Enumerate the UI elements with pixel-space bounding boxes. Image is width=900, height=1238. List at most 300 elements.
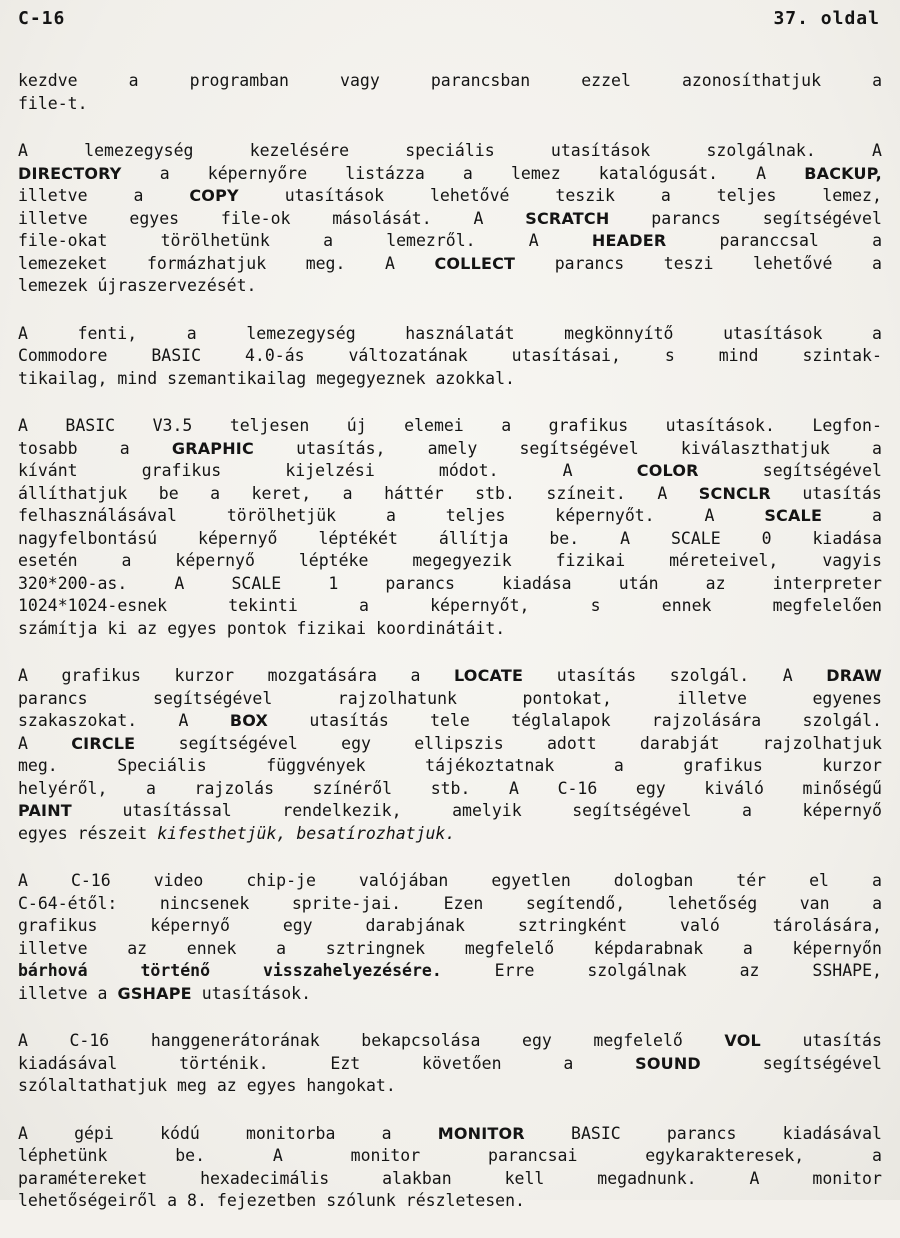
word: BASIC <box>65 416 116 435</box>
word: teljesen <box>229 416 310 435</box>
word: függvények <box>266 756 366 775</box>
word: V3.5 <box>152 416 193 435</box>
word: a <box>871 506 882 525</box>
word: léphetünk <box>18 1146 108 1165</box>
text-line <box>18 688 882 711</box>
body-text <box>18 70 882 1238</box>
text-line <box>18 893 882 916</box>
word: monitor <box>350 1146 421 1165</box>
word: rajzolhatunk <box>337 688 457 708</box>
word: képernyő <box>175 551 255 570</box>
word: tárolására, <box>772 916 882 935</box>
word: bárhová <box>18 961 88 980</box>
word: történik. <box>179 1053 269 1073</box>
word: lemezek <box>18 276 88 295</box>
word: kiadása <box>812 528 882 548</box>
word: 1024*1024-esnek <box>18 596 168 615</box>
word: a <box>462 163 473 183</box>
word: be <box>158 483 179 503</box>
word: stb. <box>475 483 515 503</box>
paragraph <box>18 870 882 1005</box>
word: azonosíthatjuk <box>681 71 822 90</box>
word: törölhetünk <box>160 231 270 250</box>
text-line <box>18 550 882 573</box>
word: paramétereket <box>18 1168 148 1188</box>
text-line <box>18 665 882 688</box>
word: egyes <box>246 1076 297 1095</box>
word: segítségével <box>762 461 882 480</box>
word: grafikus <box>683 756 763 775</box>
keyword: DIRECTORY <box>18 163 122 183</box>
word: utasítások. <box>201 983 312 1003</box>
word: egy <box>282 916 313 935</box>
word: utasítás <box>802 1031 882 1050</box>
word: az <box>127 938 148 958</box>
text-line <box>18 1168 882 1191</box>
word: változatának <box>348 346 468 365</box>
text-line <box>18 618 882 641</box>
word: a <box>872 323 882 343</box>
word: segítségével <box>153 688 273 708</box>
word: parancsai <box>488 1146 578 1165</box>
word: 1 <box>328 573 339 593</box>
word: lehetőségeiről <box>18 1191 158 1210</box>
word: segítendő, <box>525 893 626 913</box>
text-line <box>18 573 882 596</box>
word: kiadásával <box>782 1123 882 1143</box>
word: 8. <box>187 1191 207 1210</box>
word: illetve <box>18 938 88 958</box>
text-line <box>18 595 882 618</box>
word: BASIC <box>151 346 202 365</box>
word: kurzor <box>822 756 882 775</box>
word: hanggenerátorának <box>150 1031 320 1050</box>
word: használatát <box>405 323 515 343</box>
word: rendelkezik, <box>282 801 402 820</box>
word: listázza <box>345 163 425 183</box>
word: tér <box>736 871 767 890</box>
text-line <box>18 778 882 801</box>
word: A <box>657 483 668 503</box>
word: teljes <box>716 186 777 205</box>
word: koordinátáit. <box>376 618 506 638</box>
word: megegyeznek <box>316 368 426 388</box>
keyword: GSHAPE <box>117 983 192 1003</box>
word: a <box>121 551 132 570</box>
word: el <box>809 871 829 890</box>
word: utasítások <box>723 323 823 343</box>
word: 320*200-as. <box>18 573 128 593</box>
word: a <box>742 938 753 958</box>
word: képdarabnak <box>593 938 704 958</box>
word: darabjának <box>365 916 465 935</box>
word: s <box>664 346 675 365</box>
word: történő <box>140 961 211 980</box>
word: alakban <box>382 1168 452 1188</box>
word: fenti, <box>77 323 138 343</box>
word: BASIC <box>571 1123 621 1143</box>
text-line <box>18 755 882 778</box>
word: be. <box>175 1146 206 1165</box>
word: a <box>872 231 882 250</box>
word: léptékét <box>318 528 398 548</box>
word: A <box>509 778 519 798</box>
word: kezdve <box>18 71 78 90</box>
word: képernyőt, <box>430 596 530 615</box>
word: kurzor <box>174 666 235 685</box>
word: helyéről, <box>18 778 108 798</box>
word: pontok <box>226 618 287 638</box>
word: amely <box>427 438 478 458</box>
keyword: COLLECT <box>434 253 516 273</box>
word: sztringnek <box>325 938 426 958</box>
word: illetve <box>18 983 88 1003</box>
word: egyes <box>129 208 180 228</box>
word: SCALE <box>670 528 721 548</box>
word: A <box>749 1168 760 1188</box>
word: szemantikailag <box>167 368 307 388</box>
word: monitorba <box>246 1123 336 1143</box>
word: file-ok <box>220 208 291 228</box>
word: ennek <box>186 938 237 958</box>
word: 0 <box>761 528 772 548</box>
text-line <box>18 253 882 276</box>
word: nagyfelbontású <box>18 528 158 548</box>
word: az <box>137 618 158 638</box>
word: a <box>871 871 882 890</box>
word: programban <box>189 71 289 90</box>
word: színéről <box>312 778 393 798</box>
text-line <box>18 870 882 893</box>
word: az <box>705 573 726 593</box>
word: való <box>680 916 720 935</box>
word: szólunk <box>326 1191 396 1210</box>
word: lehetővé <box>752 253 833 273</box>
word: a <box>167 1191 178 1210</box>
word: szólaltathatjuk <box>18 1076 168 1095</box>
chapter-label: C-16 <box>18 8 66 29</box>
word: C-16 <box>557 778 598 798</box>
word: új <box>346 416 367 435</box>
word: parancs <box>651 208 721 228</box>
word: után <box>618 573 659 593</box>
keyword: GRAPHIC <box>171 438 254 458</box>
text-line <box>18 1075 882 1098</box>
keyword: CIRCLE <box>71 733 136 753</box>
text-line <box>18 938 882 961</box>
text-line <box>18 93 882 116</box>
word: léptéke <box>298 551 369 570</box>
word: szintak- <box>802 346 882 365</box>
text-line <box>18 70 882 93</box>
text-line <box>18 1123 882 1146</box>
word: meg. <box>305 253 346 273</box>
word: lemezről. <box>386 231 476 250</box>
word: a <box>133 186 144 205</box>
keyword: MONITOR <box>437 1123 525 1143</box>
word: a <box>872 71 882 90</box>
keyword: COPY <box>189 186 239 205</box>
word: minőségű <box>802 778 882 798</box>
word: besatírozhatjuk. <box>296 823 456 843</box>
word: s <box>590 596 601 615</box>
text-line <box>18 960 882 983</box>
word: parancs <box>18 688 88 708</box>
text-line <box>18 323 882 346</box>
word: újraszervezését. <box>97 276 257 295</box>
word: paranccsal <box>719 231 819 250</box>
word: meg. <box>18 756 58 775</box>
word: valójában <box>358 871 449 890</box>
word: a <box>872 438 882 458</box>
word: kijelzési <box>285 461 375 480</box>
word: törölhetjük <box>226 506 337 525</box>
word: A <box>18 416 28 435</box>
keyword: BACKUP, <box>804 163 882 183</box>
keyword: LOCATE <box>453 666 524 685</box>
word: elemei <box>404 416 464 435</box>
word: tájékoztatnak <box>425 756 555 775</box>
word: kódú <box>160 1123 200 1143</box>
word: fizikai <box>296 618 367 638</box>
word: egy <box>341 733 371 753</box>
keyword: COLOR <box>636 461 699 480</box>
word: részletesen. <box>405 1191 525 1210</box>
keyword: SCRATCH <box>525 208 610 228</box>
word: téglalapok <box>511 711 611 730</box>
word: lemezegység <box>84 141 194 160</box>
word: kell <box>504 1168 545 1188</box>
text-line <box>18 733 882 756</box>
word: utasítások <box>284 186 385 205</box>
word: Legfon- <box>812 416 882 435</box>
word: a <box>276 938 287 958</box>
word: formázhatjuk <box>146 253 267 273</box>
word: stb. <box>430 778 471 798</box>
word: vagyis <box>822 551 882 570</box>
word: egyes <box>18 823 68 843</box>
word: képernyő <box>198 528 278 548</box>
word: a <box>342 483 353 503</box>
word: file-t. <box>18 93 88 113</box>
word: nincsenek <box>159 893 250 913</box>
word: képernyő <box>802 801 882 820</box>
word: 4.0-ás <box>244 346 305 365</box>
word: rajzolhatjuk <box>762 733 882 753</box>
word: méreteivel, <box>669 551 779 570</box>
word: a <box>660 186 671 205</box>
word: hexadecimális <box>200 1168 330 1188</box>
text-line <box>18 438 882 461</box>
word: egyetlen <box>491 871 571 890</box>
word: segítségével <box>519 438 639 458</box>
word: A <box>174 573 185 593</box>
word: A <box>178 711 189 730</box>
text-line <box>18 460 882 483</box>
text-line <box>18 368 882 391</box>
text-line <box>18 915 882 938</box>
text-line <box>18 483 882 506</box>
text-line <box>18 505 882 528</box>
text-line <box>18 983 882 1006</box>
word: kiválaszthatjuk <box>680 438 830 458</box>
word: az <box>739 961 760 980</box>
word: fejezetben <box>216 1191 317 1210</box>
word: háttér <box>384 483 444 503</box>
word: tekinti <box>228 596 298 615</box>
word: kiváló <box>704 778 764 798</box>
word: utasítás, <box>296 438 386 458</box>
word: parancs <box>666 1123 737 1143</box>
word: A <box>872 141 882 160</box>
text-line <box>18 1145 882 1168</box>
word: fizikai <box>555 551 626 570</box>
word: tikailag, <box>18 368 108 388</box>
word: szakaszokat. <box>18 711 138 730</box>
word: grafikus <box>141 461 222 480</box>
word: grafikus <box>61 666 141 685</box>
paragraph <box>18 70 882 115</box>
text-line <box>18 1030 882 1053</box>
word: A <box>18 666 28 685</box>
word: az <box>216 1076 237 1095</box>
word: a <box>159 163 170 183</box>
word: egyenes <box>812 688 882 708</box>
word: A <box>18 733 28 753</box>
word: ellipszis <box>414 733 504 753</box>
word: kifesthetjük, <box>157 823 287 843</box>
text-line <box>18 1190 882 1213</box>
word: A <box>782 666 793 685</box>
word: pontokat, <box>522 688 612 708</box>
word: módot. <box>438 461 499 480</box>
word: állítja <box>438 528 509 548</box>
word: képernyőn <box>792 938 882 958</box>
word: megfelelő <box>593 1031 683 1050</box>
word: megegyezik <box>412 551 512 570</box>
word: speciális <box>405 141 495 160</box>
word: A <box>704 506 715 525</box>
word: keret, <box>251 483 312 503</box>
word: szolgál. <box>802 711 882 730</box>
word: kezelésére <box>249 141 350 160</box>
word: követően <box>422 1053 502 1073</box>
word: a <box>358 596 369 615</box>
text-line <box>18 275 882 298</box>
word: A <box>384 253 395 273</box>
word: illetve <box>677 688 747 708</box>
word: C-16 <box>69 1031 110 1050</box>
word: másolását. <box>332 208 432 228</box>
word: utasítások. <box>665 416 775 435</box>
word: képernyőre <box>207 163 308 183</box>
word: megfelelően <box>772 596 882 615</box>
page-number: 37. oldal <box>773 8 880 29</box>
word: illetve <box>18 208 88 228</box>
word: A <box>756 163 767 183</box>
word: amelyik <box>452 801 522 820</box>
word: SCALE <box>231 573 282 593</box>
text-line <box>18 230 882 253</box>
word: parancs <box>385 573 455 593</box>
word: Commodore <box>18 346 108 365</box>
word: kiadása <box>502 573 572 593</box>
word: meg <box>177 1076 207 1095</box>
text-line <box>18 208 882 231</box>
word: chip-je <box>246 871 316 890</box>
word: lemez <box>510 163 561 183</box>
word: tele <box>430 711 470 730</box>
word: szolgálnak. <box>706 141 816 160</box>
word: bekapcsolása <box>361 1031 481 1050</box>
word: lemezeket <box>18 253 108 273</box>
word: Erre <box>494 961 535 980</box>
word: a <box>563 1053 574 1073</box>
word: egykarakteresek, <box>645 1146 805 1165</box>
paragraph <box>18 323 882 391</box>
keyword: SCALE <box>764 506 823 525</box>
word: számítja <box>18 618 98 638</box>
word: vagy <box>340 71 380 90</box>
word: egy <box>635 778 666 798</box>
word: C-64-étől: <box>18 893 118 913</box>
word: sprite-jai. <box>291 893 402 913</box>
text-line <box>18 163 882 186</box>
word: lehetőség <box>667 893 758 913</box>
keyword: PAINT <box>18 801 72 820</box>
word: a <box>119 438 130 458</box>
word: a <box>872 253 882 273</box>
word: a <box>410 666 421 685</box>
word: interpreter <box>772 573 882 593</box>
word: parancsban <box>430 71 531 90</box>
word: A <box>473 208 484 228</box>
word: lemez, <box>822 186 882 205</box>
word: grafikus <box>548 416 629 435</box>
paragraph <box>18 1030 882 1098</box>
word: katalógusát. <box>598 163 719 183</box>
word: utasításai, <box>511 346 621 365</box>
paragraph <box>18 1123 882 1213</box>
keyword: SOUND <box>635 1053 701 1073</box>
word: teszik <box>555 186 615 205</box>
word: A <box>620 528 631 548</box>
word: teszi <box>663 253 714 273</box>
word: a <box>872 893 882 913</box>
word: utasítással <box>122 801 232 820</box>
paragraph <box>18 415 882 640</box>
word: gépi <box>74 1123 114 1143</box>
word: mind <box>117 368 158 388</box>
word: A <box>528 231 539 250</box>
word: ki <box>107 618 128 638</box>
text-line <box>18 528 882 551</box>
paragraph <box>18 665 882 845</box>
word: video <box>153 871 204 890</box>
word: Ezen <box>443 893 484 913</box>
word: megkönnyítő <box>564 323 674 343</box>
text-line <box>18 185 882 208</box>
word: darabját <box>639 733 720 753</box>
word: grafikus <box>18 916 98 935</box>
word: lehetővé <box>429 186 510 205</box>
word: A <box>272 1146 283 1165</box>
text-line <box>18 800 882 823</box>
keyword: HEADER <box>591 231 667 250</box>
word: a <box>186 323 197 343</box>
word: segítségével <box>762 208 882 228</box>
keyword: BOX <box>229 711 268 730</box>
